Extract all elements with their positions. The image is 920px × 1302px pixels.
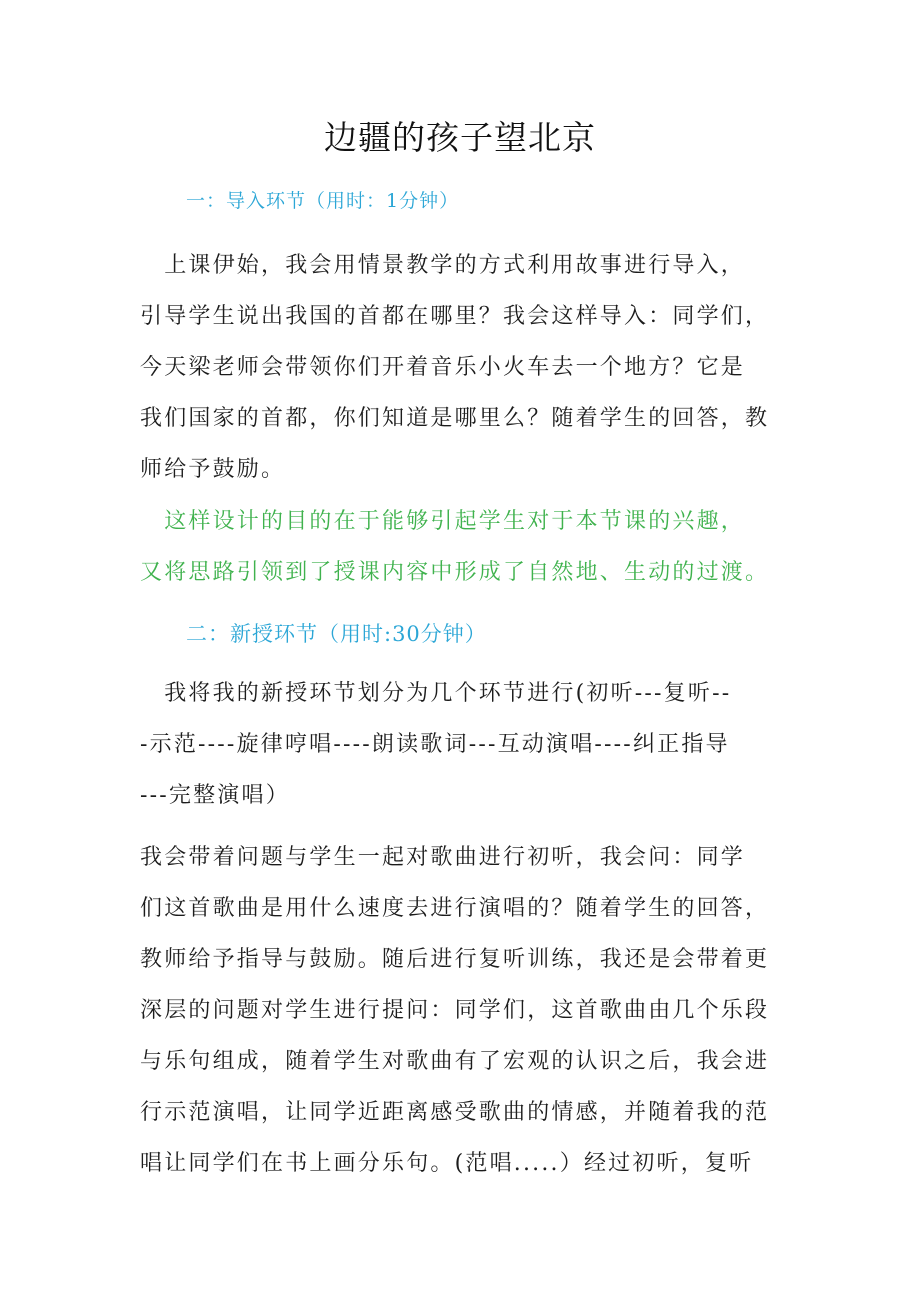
paragraph-line: 我们国家的首都，你们知道是哪里么？随着学生的回答，教 xyxy=(140,406,770,431)
paragraph-line: 上课伊始，我会用情景教学的方式利用故事进行导入， xyxy=(140,253,746,278)
paragraph-line: 师给予鼓励。 xyxy=(140,457,286,482)
section-1-paragraph xyxy=(140,240,790,495)
body-line: 行示范演唱，让同学近距离感受歌曲的情感，并随着我的范 xyxy=(140,1100,770,1125)
section-2-intro xyxy=(140,668,790,821)
body-line: 教师给予指导与鼓励。随后进行复听训练，我还是会带着更 xyxy=(140,947,770,972)
intro-line: -示范----旋律哼唱----朗读歌词---互动演唱----纠正指导 xyxy=(140,732,730,757)
document-title: 边疆的孩子望北京 xyxy=(324,118,596,157)
body-line: 我会带着问题与学生一起对歌曲进行初听，我会问：同学 xyxy=(140,845,746,870)
intro-line: 我将我的新授环节划分为几个环节进行(初听---复听-- xyxy=(140,681,732,706)
intro-line: ---完整演唱） xyxy=(140,783,290,808)
body-line: 们这首歌曲是用什么速度去进行演唱的？随着学生的回答， xyxy=(140,896,770,921)
body-line: 深层的问题对学生进行提问：同学们，这首歌曲由几个乐段 xyxy=(140,998,770,1023)
paragraph-line: 引导学生说出我国的首都在哪里？我会这样导入：同学们， xyxy=(140,304,770,329)
section-1-purpose xyxy=(140,496,790,598)
body-line: 与乐句组成，随着学生对歌曲有了宏观的认识之后，我会进 xyxy=(140,1049,770,1074)
section-1-heading: 一：导入环节（用时：1分钟） xyxy=(186,190,460,212)
purpose-line: 又将思路引领到了授课内容中形成了自然地、生动的过渡。 xyxy=(140,560,770,585)
section-2-heading: 二：新授环节（用时:30分钟） xyxy=(186,622,487,646)
purpose-line: 这样设计的目的在于能够引起学生对于本节课的兴趣， xyxy=(140,509,746,534)
section-2-body xyxy=(140,832,790,1189)
body-line: 唱让同学们在书上画分乐句。(范唱.....）经过初听，复听 xyxy=(140,1151,754,1176)
paragraph-line: 今天梁老师会带领你们开着音乐小火车去一个地方？它是 xyxy=(140,355,746,380)
